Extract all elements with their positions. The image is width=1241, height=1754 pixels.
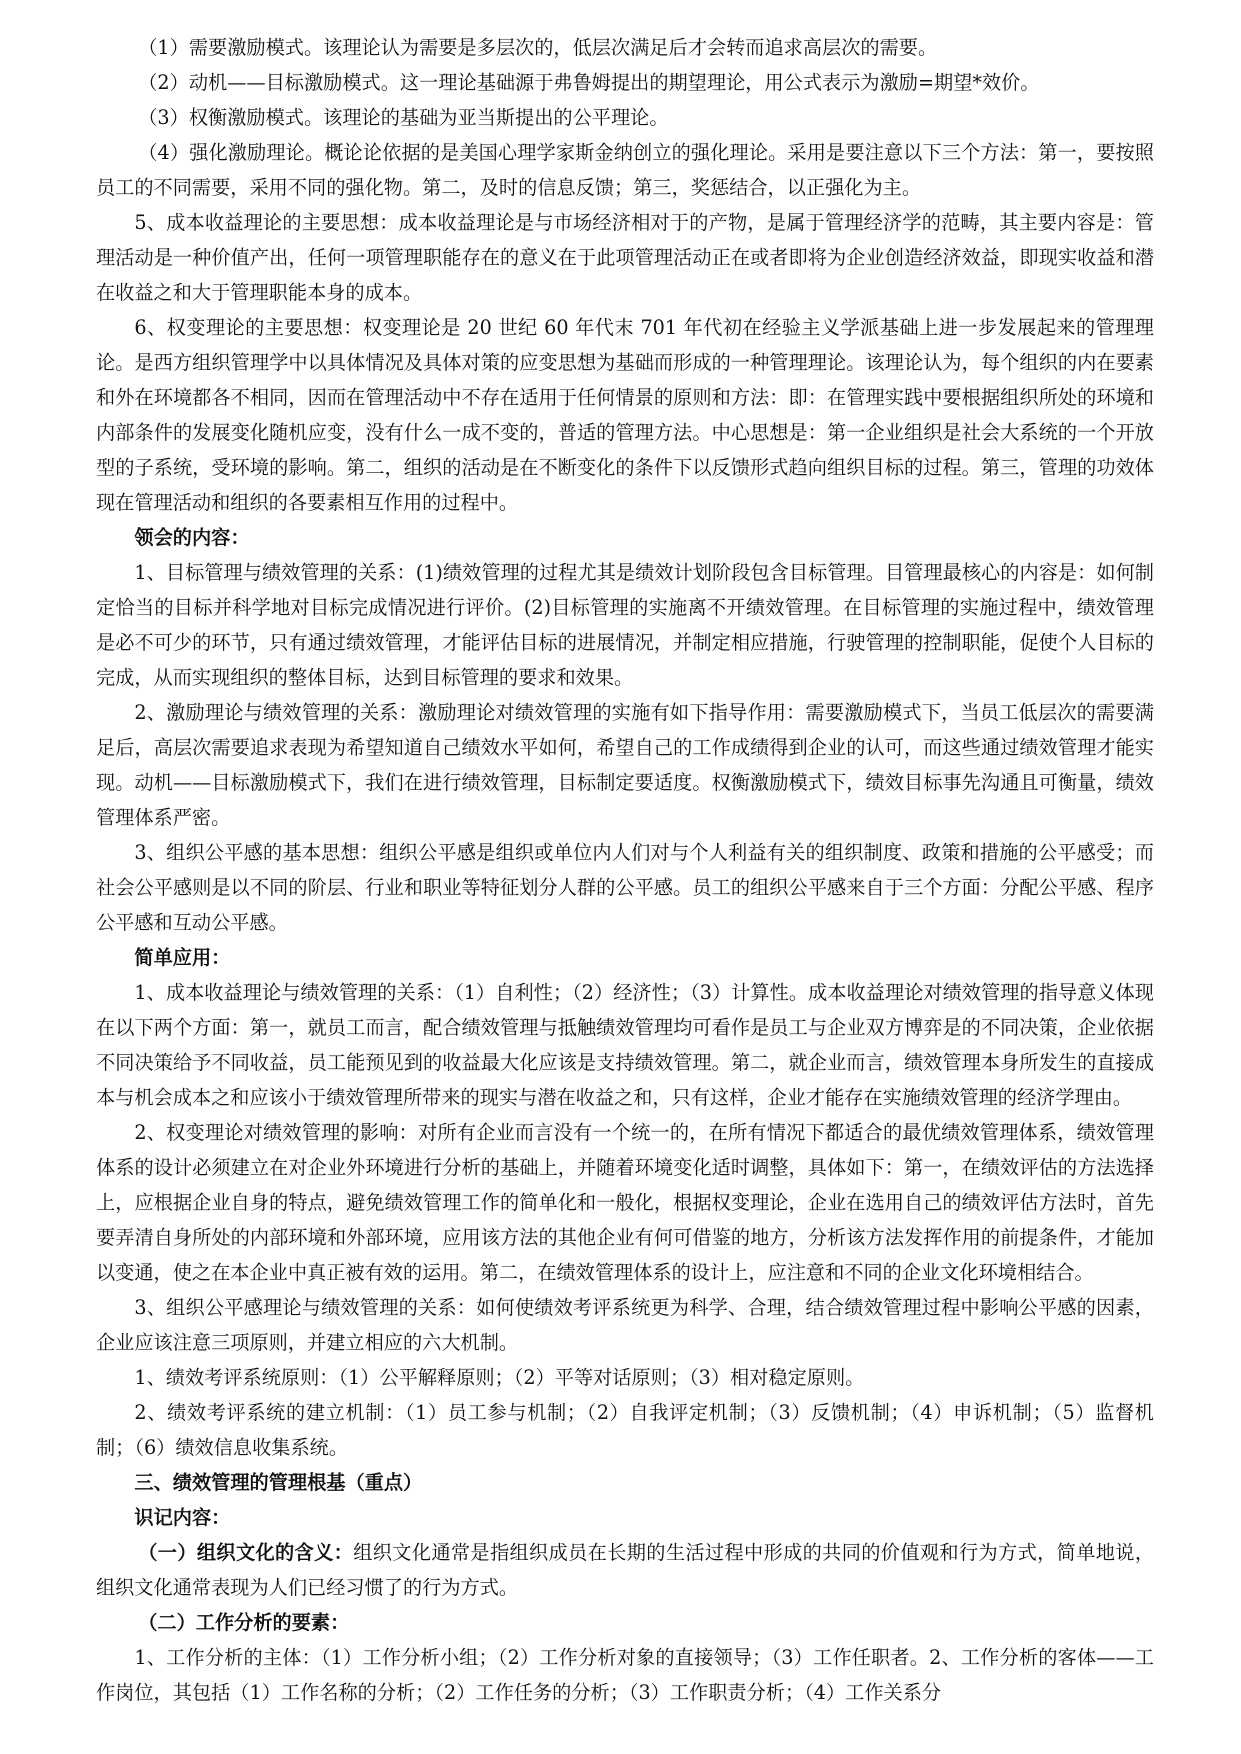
section-heading-application: 简单应用： <box>134 946 231 969</box>
org-culture-text: 组织文化通常是指组织成员在长期的生活过程中形成的共同的价值观和行为方式，简单地说，组织文化通常表现为人们已经习惯了的行为方式。 <box>96 1541 1155 1599</box>
paragraph-job-analysis: 1、工作分析的主体：（1）工作分析小组；（2）工作分析对象的直接领导；（3）工作任职者。2、工作分析的客体——工作岗位，其包括（1）工作名称的分析；（2）工作任务的分析；（3）工作职责分析；（4）工作关系分 <box>96 1646 1154 1704</box>
section-heading-memorize: 识记内容： <box>134 1506 231 1529</box>
paragraph-mbo-relation: 1、目标管理与绩效管理的关系：(1)绩效管理的过程尤其是绩效计划阶段包含目标管理。目管理最核心的内容是：如何制定恰当的目标并科学地对目标完成情况进行评价。(2)目标管理的实施离不开绩效管理。在目标管理的实施过程中，绩效管理是必不可少的环节，只有通过绩效管理，才能评估目标的进展情况，并制定相应措施，行驶管理的控制职能，促使个人目标的完成，从而实现组织的整体目标，达到目标管理的要求和效果。 <box>96 561 1154 689</box>
paragraph-contingency-impact: 2、权变理论对绩效管理的影响：对所有企业而言没有一个统一的，在所有情况下都适合的最优绩效管理体系，绩效管理体系的设计必须建立在对企业外环境进行分析的基础上，并随着环境变化适时调整，具体如下：第一，在绩效评估的方法选择上，应根据企业自身的特点，避免绩效管理工作的简单化和一般化，根据权变理论，企业在选用自己的绩效评估方法时，首先要弄清自身所处的内部环境和外部环境，应用该方法的其他企业有何可借鉴的地方，分析该方法发挥作用的前提条件，才能加以变通，使之在本企业中真正被有效的运用。第二，在绩效管理体系的设计上，应注意和不同的企业文化环境相结合。 <box>96 1121 1154 1284</box>
paragraph-contingency: 6、权变理论的主要思想：权变理论是 20 世纪 60 年代末 701 年代初在经验主义学派基础上进一步发展起来的管理理论。是西方组织管理学中以具体情况及具体对策的应变思想为基础而形成的一种管理理论。该理论认为，每个组织的内在要素和外在环境都各不相同，因而在管理活动中不存在适用于任何情景的原则和方法：即：在管理实践中要根据组织所处的环境和内部条件的发展变化随机应变，没有什么一成不变的，普适的管理方法。中心思想是：第一企业组织是社会大系统的一个开放型的子系统，受环境的影响。第二，组织的活动是在不断变化的条件下以反馈形式趋向组织目标的过程。第三，管理的功效体现在管理活动和组织的各要素相互作用的过程中。 <box>96 316 1154 514</box>
paragraph-need-motivation: （1）需要激励模式。该理论认为需要是多层次的，低层次满足后才会转而追求高层次的需要。 <box>138 36 938 59</box>
paragraph-appraisal-mechanisms: 2、绩效考评系统的建立机制：（1）员工参与机制；（2）自我评定机制；（3）反馈机制；（4）申诉机制；（5）监督机制；（6）绩效信息收集系统。 <box>96 1401 1154 1459</box>
paragraph-motive-goal: （2）动机——目标激励模式。这一理论基础源于弗鲁姆提出的期望理论，用公式表示为激励=期望*效价。 <box>138 71 1040 94</box>
paragraph-motivation-relation: 2、激励理论与绩效管理的关系：激励理论对绩效管理的实施有如下指导作用：需要激励模式下，当员工低层次的需要满足后，高层次需要追求表现为希望知道自己绩效水平如何，希望自己的工作成绩得到企业的认可，而这些通过绩效管理才能实现。动机——目标激励模式下，我们在进行绩效管理，目标制定要适度。权衡激励模式下，绩效目标事先沟通且可衡量，绩效管理体系严密。 <box>96 701 1154 829</box>
paragraph-reinforcement: （4）强化激励理论。概论论依据的是美国心理学家斯金纳创立的强化理论。采用是要注意以下三个方法：第一，要按照员工的不同需要，采用不同的强化物。第二，及时的信息反馈；第三，奖惩结合，以正强化为主。 <box>96 141 1154 199</box>
paragraph-cost-benefit: 5、成本收益理论的主要思想：成本收益理论是与市场经济相对于的产物，是属于管理经济学的范畴，其主要内容是：管理活动是一种价值产出，任何一项管理职能存在的意义在于此项管理活动正在或者即将为企业创造经济效益，即现实收益和潜在收益之和大于管理职能本身的成本。 <box>96 211 1154 304</box>
paragraph-appraisal-principles: 1、绩效考评系统原则：（1）公平解释原则；（2）平等对话原则；（3）相对稳定原则。 <box>134 1366 865 1389</box>
paragraph-org-culture <box>96 1535 1154 1605</box>
paragraph-equity-motivation: （3）权衡激励模式。该理论的基础为亚当斯提出的公平理论。 <box>138 106 669 129</box>
document-page <box>96 30 1154 1710</box>
chapter-heading: 三、绩效管理的管理根基（重点） <box>134 1471 423 1494</box>
section-heading-job-analysis: （二）工作分析的要素： <box>138 1611 350 1634</box>
paragraph-fairness-relation: 3、组织公平感理论与绩效管理的关系：如何使绩效考评系统更为科学、合理，结合绩效管理过程中影响公平感的因素，企业应该注意三项原则，并建立相应的六大机制。 <box>96 1296 1154 1354</box>
paragraph-fairness: 3、组织公平感的基本思想：组织公平感是组织或单位内人们对与个人利益有关的组织制度、政策和措施的公平感受；而社会公平感则是以不同的阶层、行业和职业等特征划分人群的公平感。员工的组织公平感来自于三个方面：分配公平感、程序公平感和互动公平感。 <box>96 841 1154 934</box>
org-culture-label: （一）组织文化的含义： <box>138 1541 354 1564</box>
paragraph-cost-benefit-relation: 1、成本收益理论与绩效管理的关系：（1）自利性；（2）经济性；（3）计算性。成本收益理论对绩效管理的指导意义体现在以下两个方面：第一，就员工而言，配合绩效管理与抵触绩效管理均可看作是员工与企业双方博弈是的不同决策，企业依据不同决策给予不同收益，员工能预见到的收益最大化应该是支持绩效管理。第二，就企业而言，绩效管理本身所发生的直接成本与机会成本之和应该小于绩效管理所带来的现实与潜在收益之和，只有这样，企业才能存在实施绩效管理的经济学理由。 <box>96 981 1154 1109</box>
section-heading-comprehension: 领会的内容： <box>134 526 250 549</box>
